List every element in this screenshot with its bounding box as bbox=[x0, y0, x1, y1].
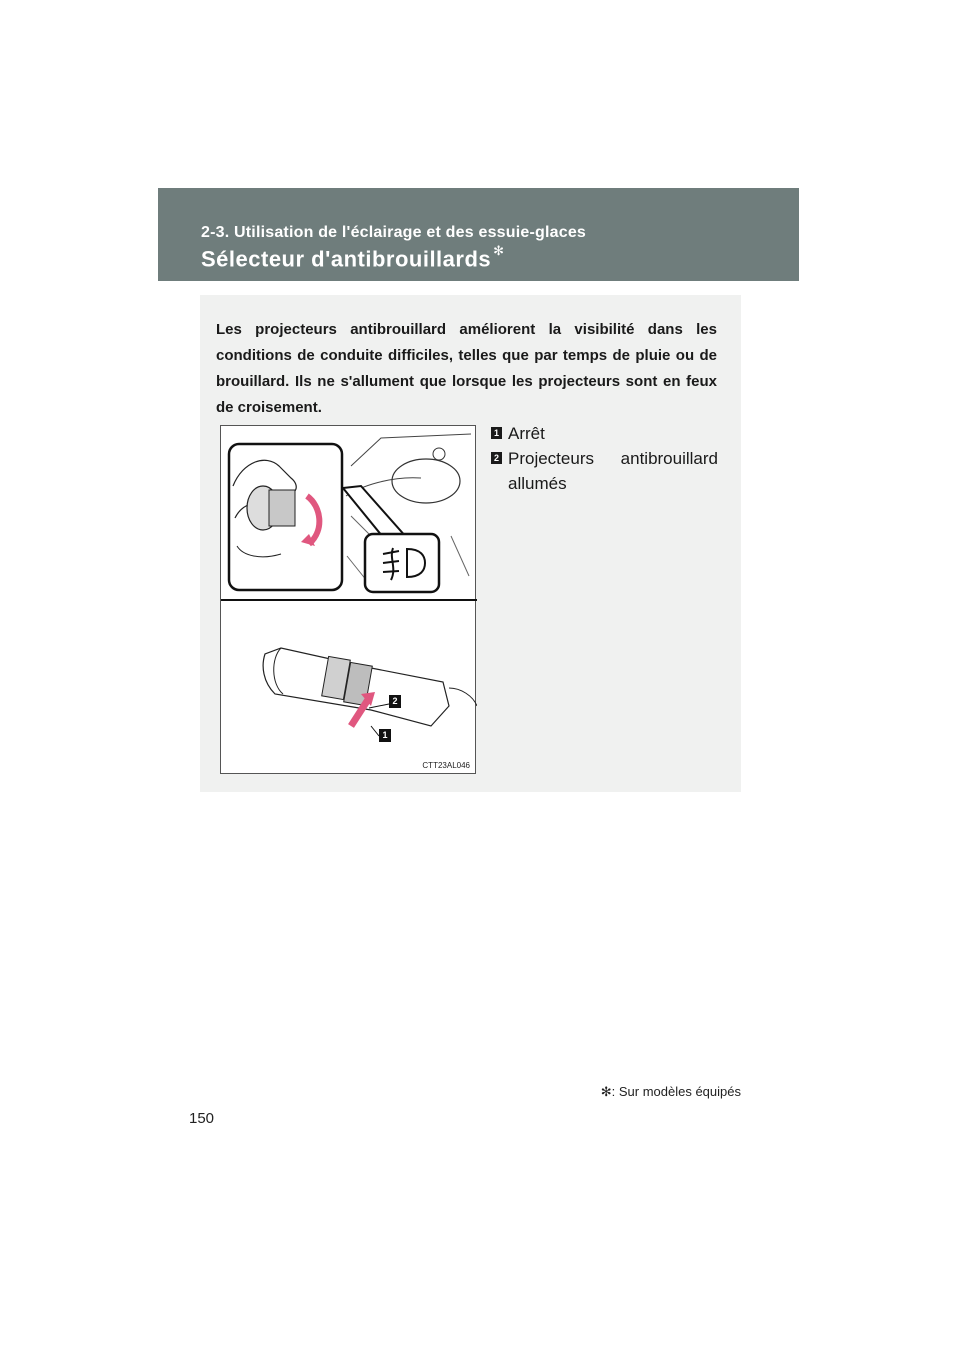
legend-number: 2 bbox=[491, 452, 502, 464]
legend-item bbox=[490, 421, 718, 446]
callout-1: 1 bbox=[379, 729, 391, 742]
figure-code: CTT23AL046 bbox=[422, 761, 470, 770]
dial-sketch bbox=[433, 448, 445, 460]
fog-icon-inset bbox=[365, 534, 439, 592]
legend-number: 1 bbox=[491, 427, 502, 439]
callout-2: 2 bbox=[389, 695, 401, 708]
fog-light-switch-illustration bbox=[220, 425, 476, 774]
content-box bbox=[200, 295, 741, 792]
intro-paragraph: Les projecteurs antibrouillard améliorent la visibilité dans les conditions de conduite difficiles, telles que par temps de pluie ou de brouillard. Ils ne s'allument que lorsque les projecteurs sont en feux de croisement. bbox=[216, 321, 717, 416]
illustration-drawing bbox=[221, 426, 477, 775]
page-title bbox=[201, 243, 505, 272]
section-title: 2-3. Utilisation de l'éclairage et des essuie-glaces bbox=[201, 224, 587, 241]
page-number: 150 bbox=[189, 1110, 215, 1127]
legend-text: Arrêt bbox=[508, 424, 545, 443]
page-title-text: Sélecteur d'antibrouillards bbox=[201, 246, 492, 272]
turn-signal-lever bbox=[263, 648, 477, 726]
footnote: ✻: Sur modèles équipés bbox=[600, 1084, 741, 1099]
legend-text: Projecteurs antibrouillard allumés bbox=[508, 449, 718, 493]
steering-wheel bbox=[392, 459, 460, 503]
legend-list bbox=[490, 421, 718, 496]
callout-leader-1 bbox=[371, 726, 379, 736]
legend-item bbox=[490, 446, 718, 496]
footnote-mark: ✻ bbox=[493, 243, 505, 258]
knob-ring bbox=[269, 490, 295, 526]
chapter-header bbox=[158, 188, 799, 281]
